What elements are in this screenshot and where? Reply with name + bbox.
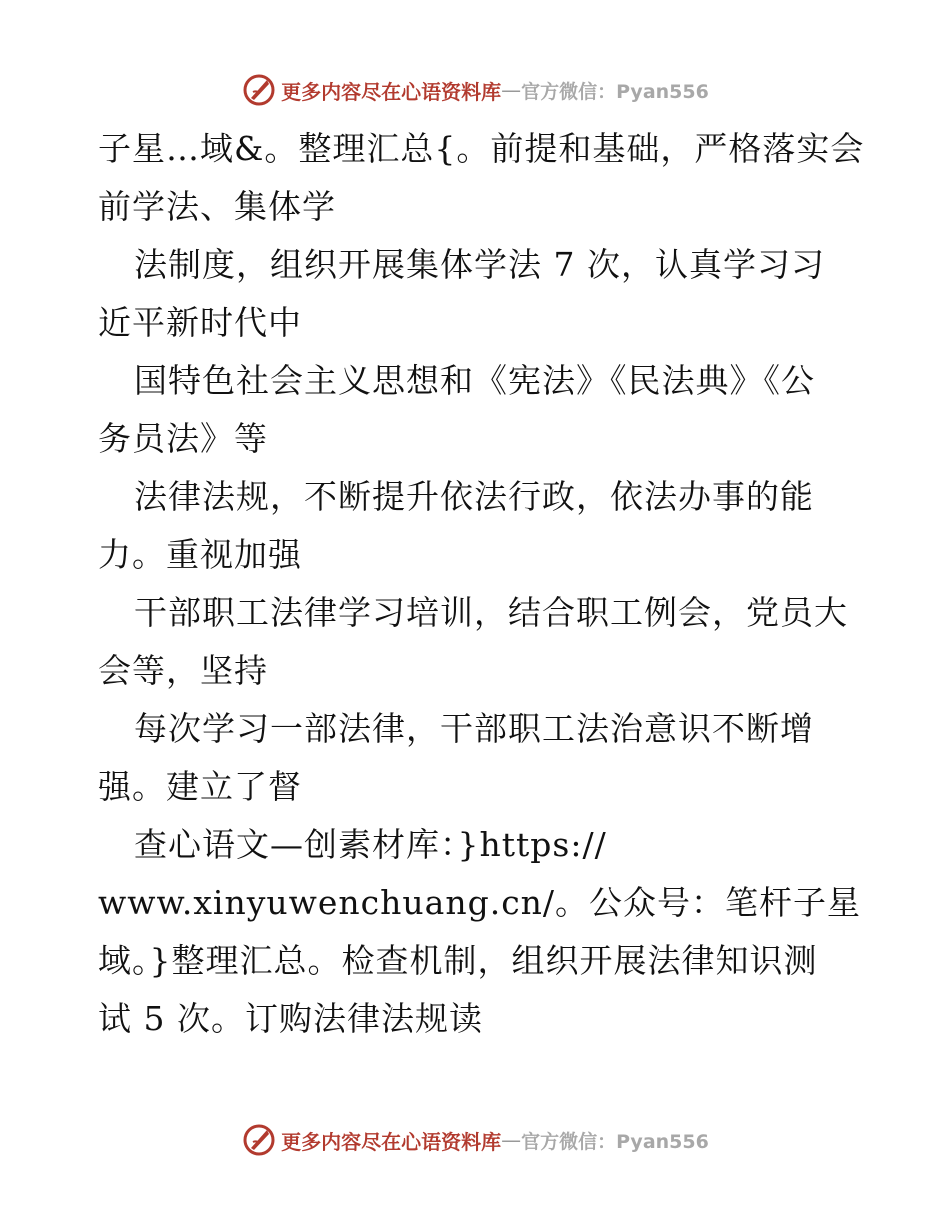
- body-line: 力。重视加强: [98, 535, 302, 574]
- body-line: 干部职工法律学习培训，结合职工例会，党员大: [134, 593, 848, 632]
- body-line: 每次学习一部法律，干部职工法治意识不断增: [134, 709, 814, 748]
- footer-banner: [0, 1120, 950, 1160]
- header-dash: —: [501, 78, 522, 102]
- body-line: www.xinyuwenchuang.cn/。公众号：笔杆子星: [98, 883, 862, 922]
- body-line: 域。}整理汇总。检查机制，组织开展法律知识测: [98, 941, 818, 980]
- footer-contact-text: 官方微信：Pyan556: [521, 1130, 709, 1153]
- body-line: 法律法规，不断提升依法行政，依法办事的能: [134, 477, 814, 516]
- body-line: 法制度，组织开展集体学法 7 次，认真学习习: [134, 245, 825, 284]
- body-line: 国特色社会主义思想和《宪法》《民法典》《公: [134, 361, 815, 400]
- footer-dash: —: [501, 1128, 522, 1152]
- quill-pen-logo-icon: [241, 72, 277, 108]
- body-line: 会等，坚持: [98, 651, 268, 690]
- body-line: 查心语文—创素材库：}https://: [134, 825, 607, 864]
- header-brand-text: 更多内容尽在心语资料库: [281, 79, 502, 104]
- header-banner: [0, 70, 950, 110]
- body-line: 子星…域&。整理汇总{。前提和基础，严格落实会: [98, 129, 865, 168]
- body-line: 试 5 次。订购法律法规读: [98, 999, 483, 1038]
- document-body: [98, 120, 888, 1048]
- body-line: 近平新时代中: [98, 303, 302, 342]
- body-line: 前学法、集体学: [98, 187, 336, 226]
- footer-brand-text: 更多内容尽在心语资料库: [281, 1129, 502, 1154]
- body-line: 强。建立了督: [98, 767, 302, 806]
- body-line: 务员法》等: [98, 419, 268, 458]
- header-contact-text: 官方微信：Pyan556: [521, 80, 709, 103]
- quill-pen-logo-icon: [241, 1122, 277, 1158]
